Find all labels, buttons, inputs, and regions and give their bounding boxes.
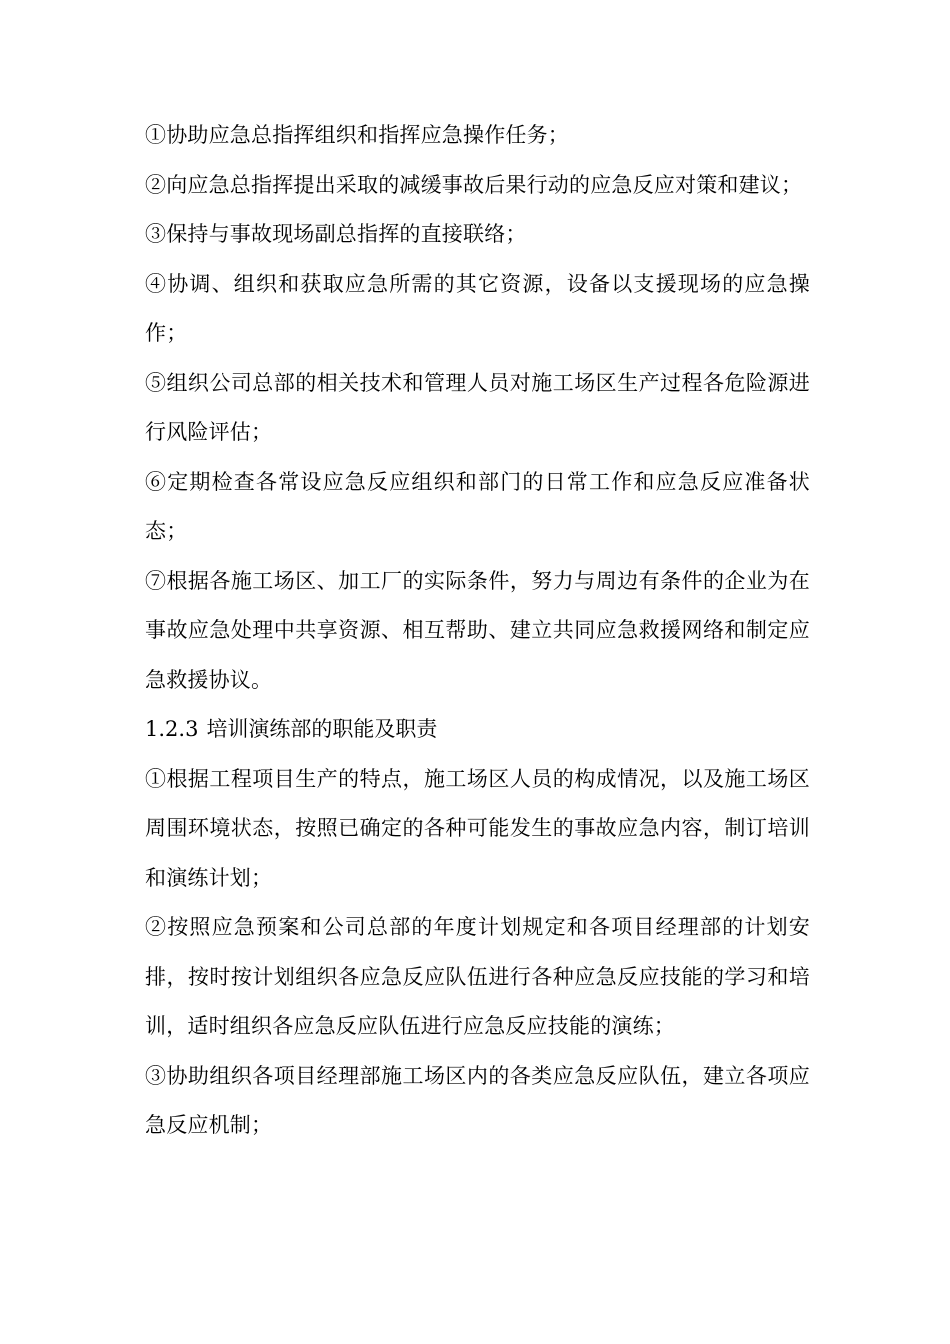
duty-item-2: ②向应急总指挥提出采取的减缓事故后果行动的应急反应对策和建议； xyxy=(145,172,803,197)
section-heading xyxy=(145,705,810,755)
section-number: 1.2.3 xyxy=(145,717,199,741)
duty-item-1: ①协助应急总指挥组织和指挥应急操作任务； xyxy=(145,123,569,147)
duty-item-7: ⑦根据各施工场区、加工厂的实际条件，努力与周边有条件的企业为在事故应急处理中共享资源、相互帮助、建立共同应急救援网络和制定应急救援协议。 xyxy=(145,568,810,692)
duty-item-4: ④协调、组织和获取应急所需的其它资源，设备以支援现场的应急操作； xyxy=(145,271,810,345)
duty-item-5: ⑤组织公司总部的相关技术和管理人员对施工场区生产过程各危险源进行风险评估； xyxy=(145,370,810,444)
duty-item-6: ⑥定期检查各常设应急反应组织和部门的日常工作和应急反应准备状态； xyxy=(145,469,810,543)
duty-item-3: ③保持与事故现场副总指挥的直接联络； xyxy=(145,222,527,246)
document-page xyxy=(145,111,810,1151)
training-item-2: ②按照应急预案和公司总部的年度计划规定和各项目经理部的计划安排，按时按计划组织各应急反应队伍进行各种应急反应技能的学习和培训，适时组织各应急反应队伍进行应急反应技能的演练； xyxy=(145,915,810,1038)
training-item-3: ③协助组织各项目经理部施工场区内的各类应急反应队伍，建立各项应急反应机制； xyxy=(145,1063,810,1137)
training-item-1: ①根据工程项目生产的特点，施工场区人员的构成情况，以及施工场区周围环境状态，按照已确定的各种可能发生的事故应急内容，制订培训和演练计划； xyxy=(145,766,810,890)
section-title: 培训演练部的职能及职责 xyxy=(206,717,438,741)
